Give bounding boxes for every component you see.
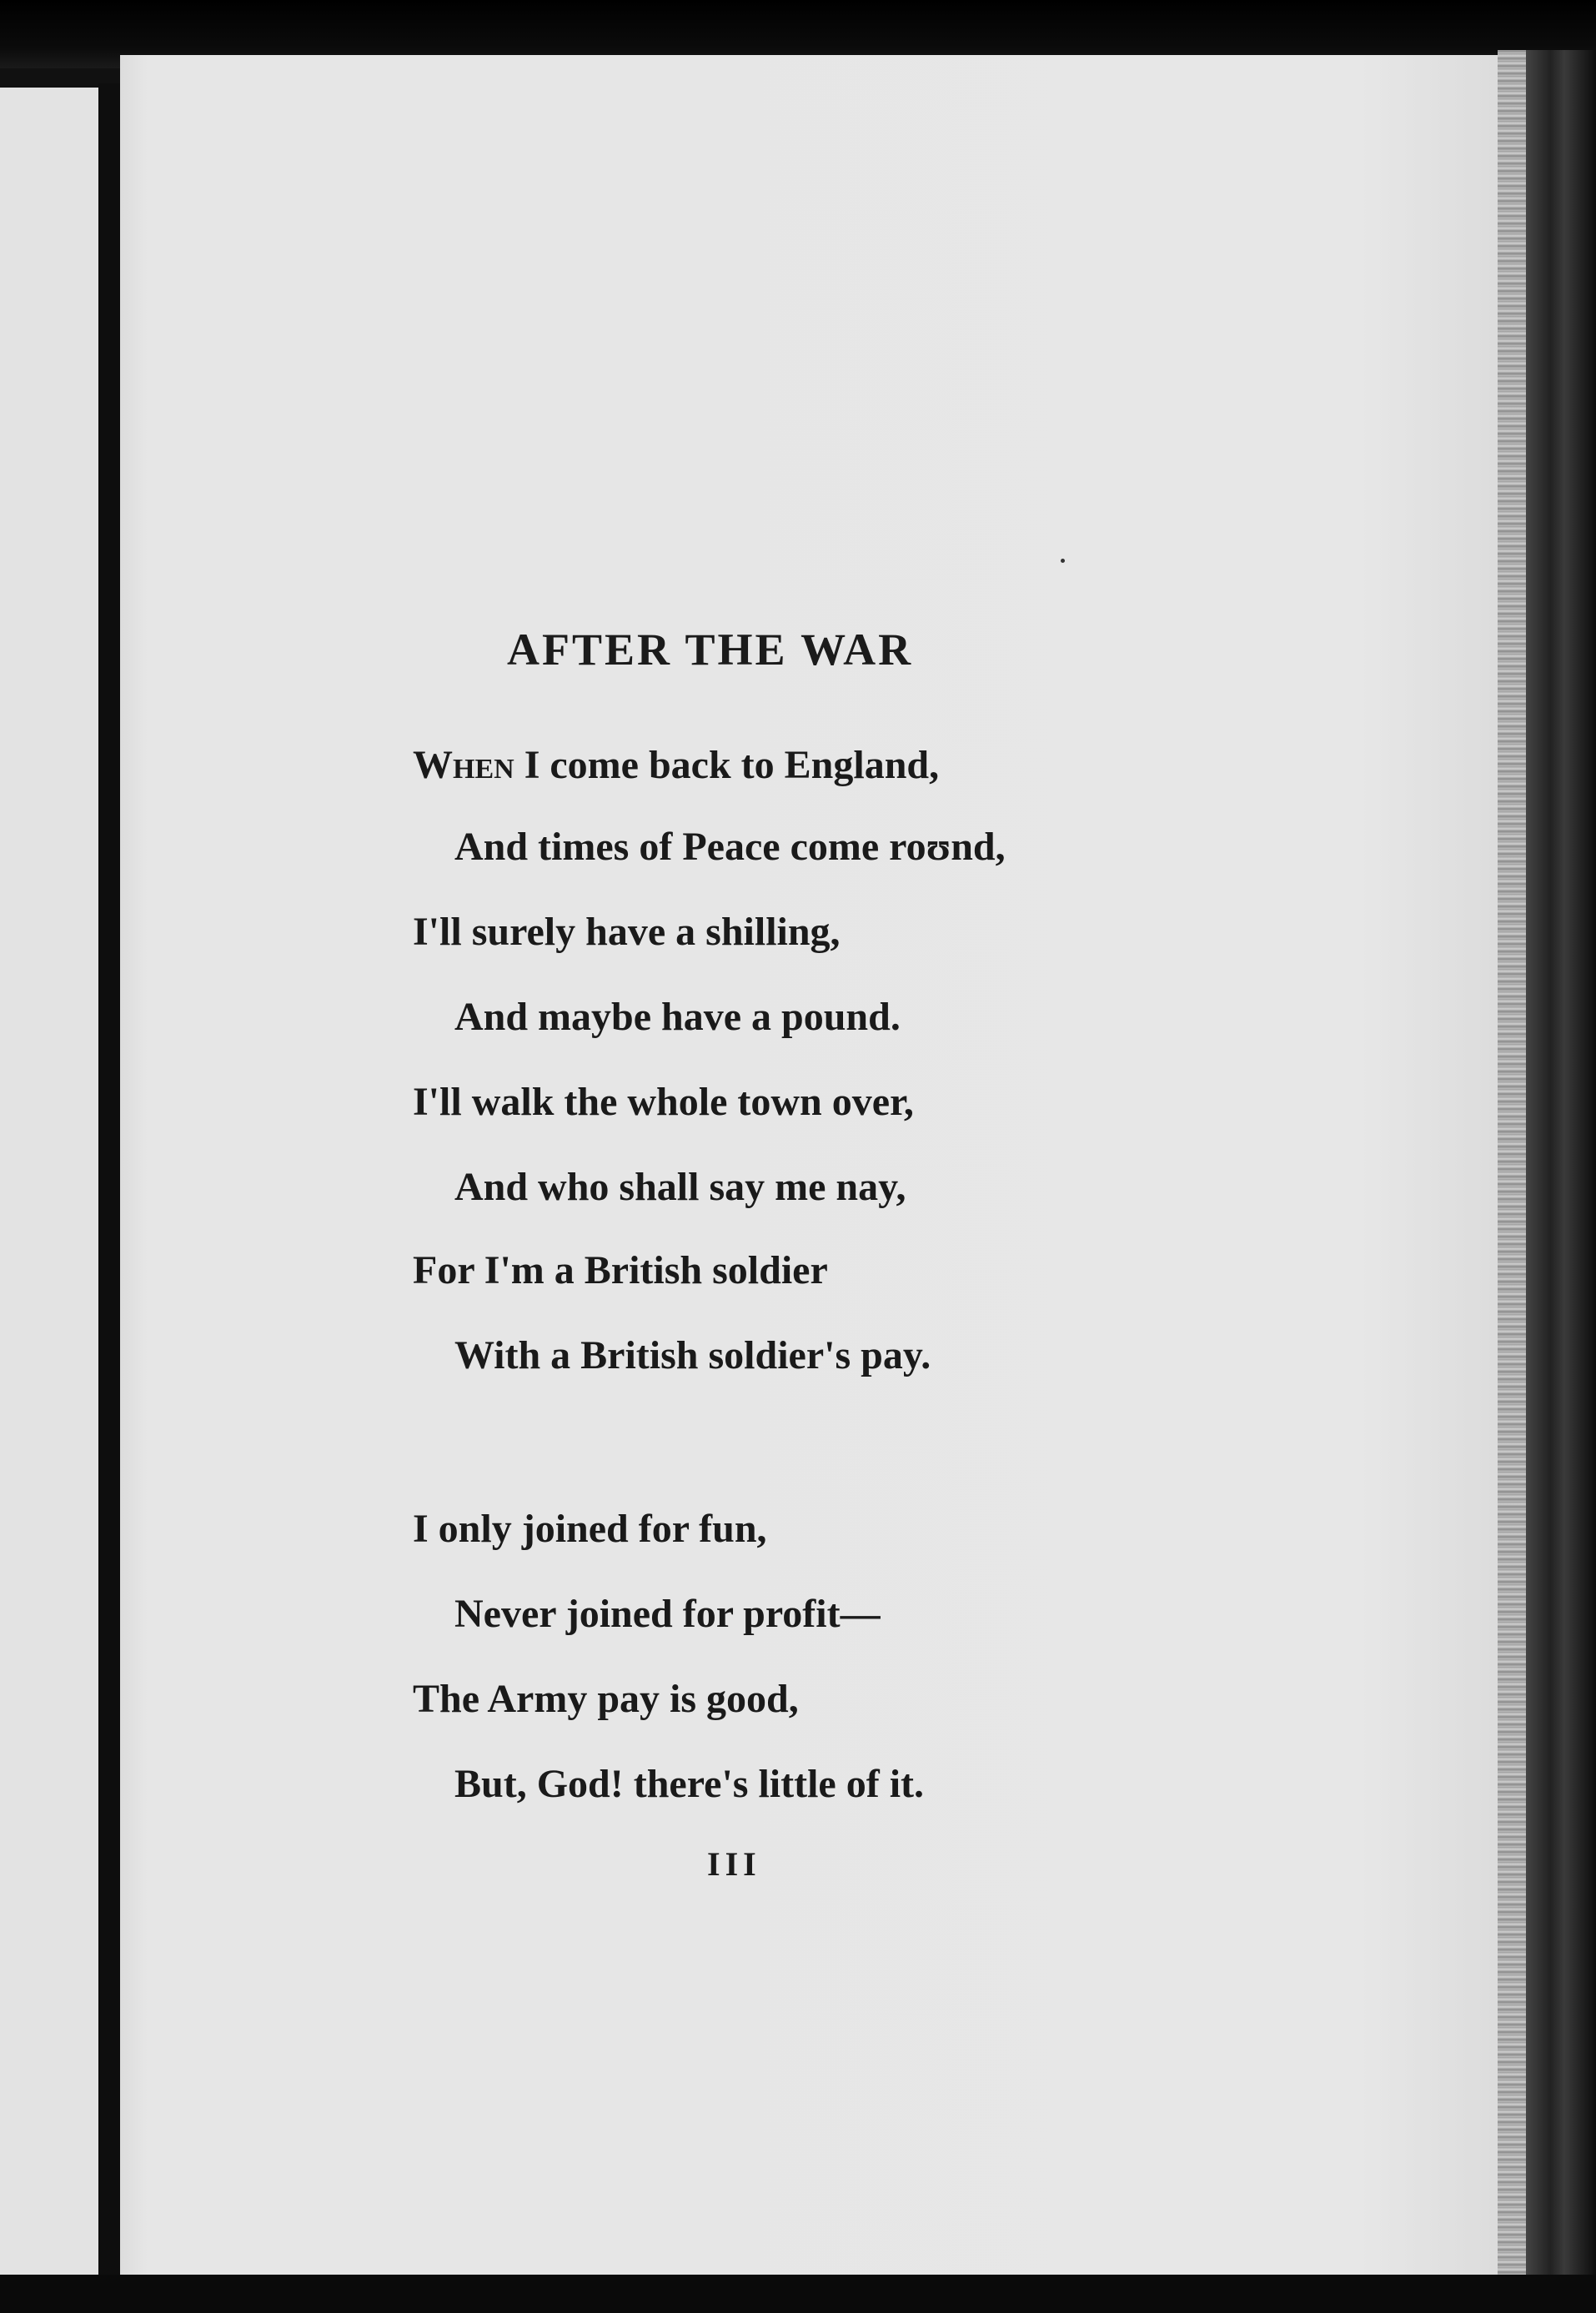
poem-line (413, 742, 939, 788)
page-number: III (707, 1845, 761, 1883)
poem-line: With a British soldier's pay. (454, 1333, 931, 1377)
poem-line: I'll walk the whole town over, (413, 1080, 914, 1124)
poem-line: And times of Peace come roʊnd, (454, 825, 1006, 869)
poem-line: The Army pay is good, (413, 1677, 799, 1721)
line-text: I come back to England, (514, 743, 940, 787)
poem-line: And who shall say me nay, (454, 1165, 906, 1209)
poem-line: I only joined for fun, (413, 1507, 767, 1551)
poem-line: Never joined for profit— (454, 1592, 881, 1636)
poem-title: AFTER THE WAR (507, 625, 914, 675)
poem-line: I'll surely have a shilling, (413, 910, 841, 954)
poem-line: But, God! there's little of it. (454, 1762, 925, 1806)
poem-line: And maybe have a pound. (454, 995, 901, 1039)
poem-line: For I'm a British soldier (413, 1248, 828, 1292)
drop-word: When (413, 743, 514, 787)
